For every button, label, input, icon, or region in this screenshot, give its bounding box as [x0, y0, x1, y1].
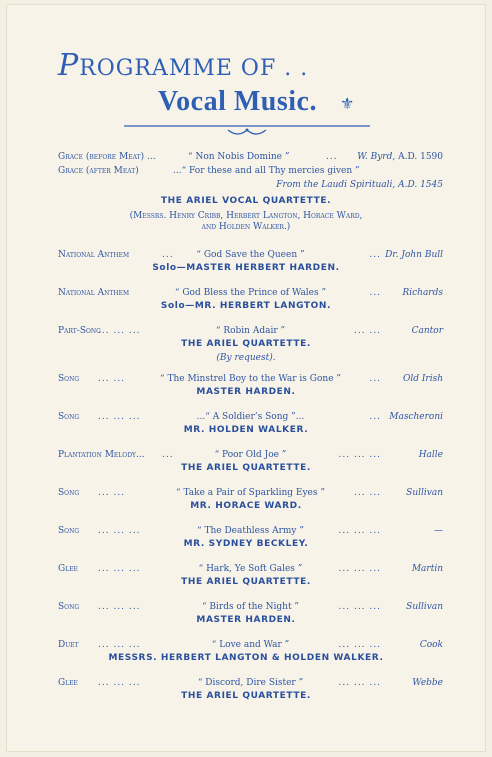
item-leader-dots: ... ... ... — [338, 640, 381, 650]
item-leader-dots: ... ... ... — [98, 640, 141, 650]
item-performer: MR. SYDNEY BECKLEY. — [183, 539, 309, 549]
programme-item-line — [58, 324, 443, 338]
item-label: Glee — [58, 564, 78, 574]
item-leader-dots: ... ... — [353, 326, 381, 336]
item-label: Part-Song — [58, 326, 101, 336]
item-performer: MR. HORACE WARD. — [190, 501, 302, 511]
item-composer: Dr. John Bull — [385, 250, 443, 260]
item-leader-dots: ... ... ... — [338, 526, 381, 536]
item-label: National Anthem — [58, 250, 130, 260]
item-composer: Cook — [419, 640, 443, 650]
item-label: National Anthem — [58, 288, 130, 298]
fleuron-ornament: ⚜ — [340, 94, 355, 113]
item-composer: — — [434, 526, 443, 536]
item-composer: Halle — [418, 450, 443, 460]
programme-item-line — [58, 524, 443, 538]
item-performer: MASTER HARDEN. — [196, 615, 296, 625]
item-title: “ Robin Adair ” — [215, 326, 286, 336]
programme-item-line — [58, 600, 443, 614]
item-leader-dots: ... ... ... — [98, 326, 141, 336]
item-title: “ God Bless the Prince of Wales ” — [174, 288, 327, 298]
item-composer: Sullivan — [406, 602, 443, 612]
item-performer: THE ARIEL QUARTETTE. — [181, 339, 311, 349]
item-title: “ Discord, Dire Sister ” — [197, 678, 304, 688]
item-title: ...“ A Soldier’s Song ”... — [196, 412, 305, 422]
item-composer: Old Irish — [402, 374, 443, 384]
item-leader-dots: ... ... — [98, 374, 126, 384]
item-leader-dots: ... ... ... — [98, 564, 141, 574]
programme-item-line — [58, 372, 443, 386]
quartette-members-2: and Holden Walker.) — [201, 222, 291, 232]
grace-source-line: From the Laudi Spirituali, A.D. 1545 — [276, 180, 443, 190]
item-label: Song — [58, 374, 80, 384]
item-label: Glee — [58, 678, 78, 688]
programme-item-line — [58, 448, 443, 462]
item-leader-dots: ... ... — [98, 488, 126, 498]
item-title: “ Hark, Ye Soft Gales ” — [198, 564, 303, 574]
vocal-music-title: Vocal Music. — [158, 86, 317, 117]
item-leader-dots: ... ... ... — [98, 602, 141, 612]
quartette-heading: THE ARIEL VOCAL QUARTETTE. — [160, 196, 332, 206]
item-composer: Martin — [411, 564, 443, 574]
item-label: Plantation Melody... — [58, 450, 145, 460]
item-performer: THE ARIEL QUARTETTE. — [181, 577, 311, 587]
item-leader-dots: ... ... ... — [338, 602, 381, 612]
programme-item-line — [58, 248, 443, 262]
item-composer: Cantor — [411, 326, 443, 336]
grace-before-line: Grace (before Meat) ... “ Non Nobis Domine ” ... W. Byrd, A.D. 1590 — [58, 152, 443, 162]
item-performer: MESSRS. HERBERT LANGTON & HOLDEN WALKER. — [108, 653, 384, 663]
item-label: Song — [58, 488, 80, 498]
programme-heading: PROGRAMME OF . . — [58, 48, 309, 83]
item-composer: Sullivan — [406, 488, 443, 498]
item-performer: THE ARIEL QUARTETTE. — [181, 691, 311, 701]
item-note: (By request). — [216, 353, 276, 363]
item-title: “ Take a Pair of Sparkling Eyes ” — [176, 488, 325, 498]
item-performer: MASTER HARDEN. — [196, 387, 296, 397]
programme-item-line — [58, 410, 443, 424]
item-performer: MR. HOLDEN WALKER. — [183, 425, 309, 435]
item-leader-dots: ... — [369, 374, 381, 384]
item-leader-dots: ... ... ... — [98, 526, 141, 536]
item-leader-dots: ... — [369, 250, 381, 260]
grace-after-line: Grace (after Meat) ...“ For these and all Thy mercies given ” — [58, 166, 360, 176]
item-label: Song — [58, 602, 80, 612]
item-title: “ The Minstrel Boy to the War is Gone ” — [160, 374, 341, 384]
item-label: Song — [58, 412, 80, 422]
item-leader-dots: ... — [162, 450, 174, 460]
item-title: “ God Save the Queen ” — [196, 250, 305, 260]
programme-item-line — [58, 676, 443, 690]
item-title: “ The Deathless Army ” — [197, 526, 304, 536]
programme-item-line — [58, 638, 443, 652]
item-leader-dots: ... ... ... — [338, 564, 381, 574]
item-label: Song — [58, 526, 80, 536]
programme-item-line — [58, 286, 443, 300]
item-composer: Webbe — [412, 678, 443, 688]
item-leader-dots: ... — [369, 412, 381, 422]
item-leader-dots: ... ... ... — [98, 678, 141, 688]
item-label: Duet — [58, 640, 79, 650]
programme-item-line — [58, 562, 443, 576]
item-leader-dots: ... ... — [353, 488, 381, 498]
quartette-members-1: (Messrs. Henry Cribb, Herbert Langton, Horace Ward, — [129, 211, 363, 221]
item-performer: THE ARIEL QUARTETTE. — [181, 463, 311, 473]
item-title: “ Poor Old Joe ” — [214, 450, 287, 460]
item-title: “ Birds of the Night ” — [201, 602, 300, 612]
item-composer: Mascheroni — [389, 412, 443, 422]
item-leader-dots: ... ... ... — [98, 412, 141, 422]
item-performer: Solo—MR. HERBERT LANGTON. — [160, 301, 332, 311]
item-composer: Richards — [402, 288, 443, 298]
item-performer: Solo—MASTER HERBERT HARDEN. — [152, 263, 340, 273]
decorative-rule — [124, 120, 370, 138]
item-leader-dots: ... — [369, 288, 381, 298]
item-leader-dots: ... ... ... — [338, 450, 381, 460]
programme-item-line — [58, 486, 443, 500]
item-title: “ Love and War ” — [211, 640, 290, 650]
item-leader-dots: ... — [162, 250, 174, 260]
item-leader-dots: ... ... ... — [338, 678, 381, 688]
